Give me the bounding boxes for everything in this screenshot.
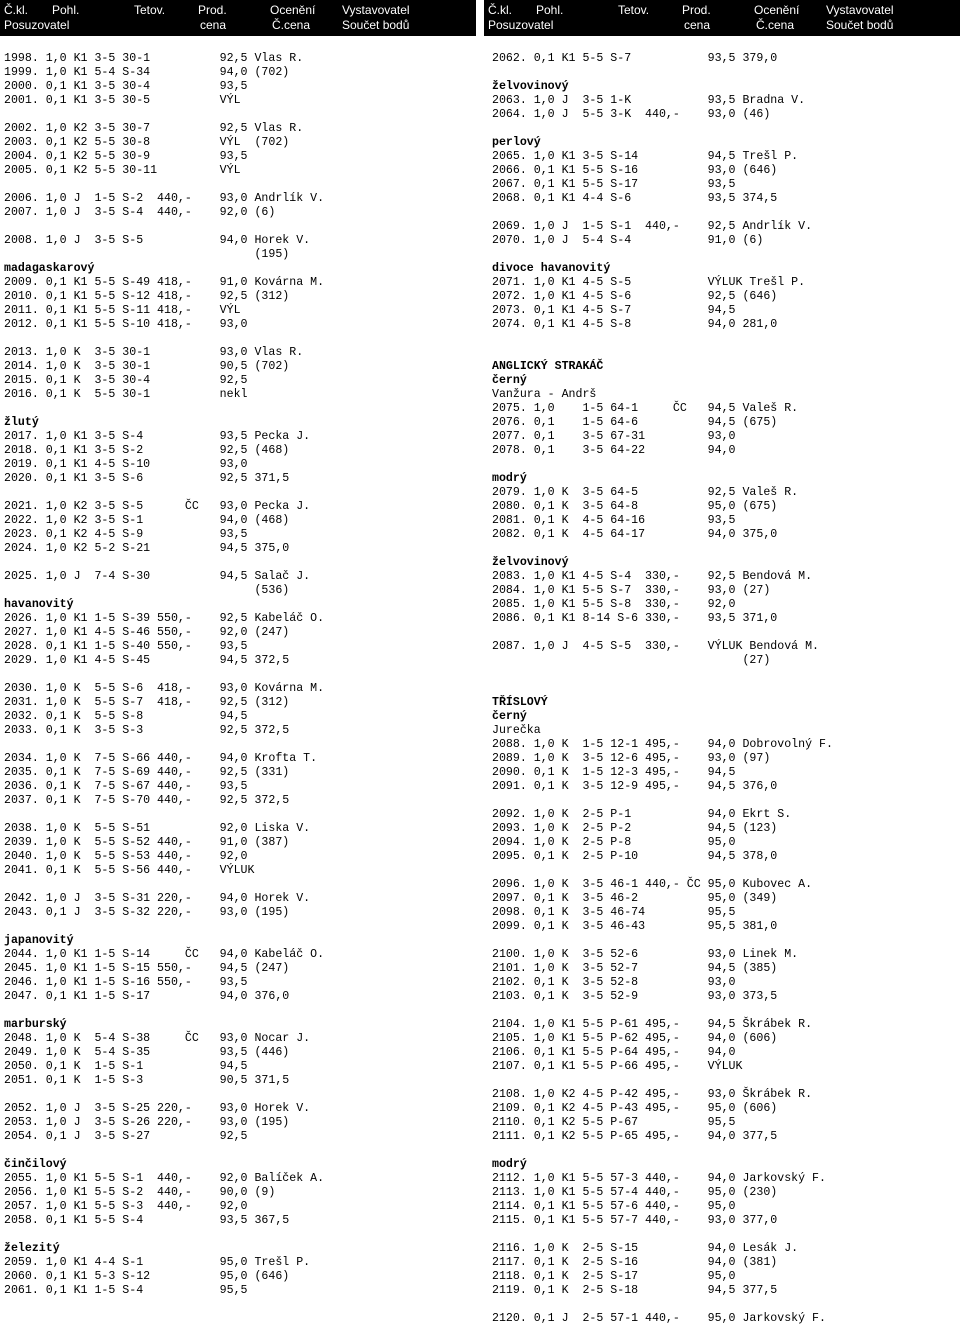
- result-row: 2094. 1,0 K 2-5 P-8 95,0: [492, 836, 736, 849]
- spacer: [492, 668, 958, 682]
- spacer: [492, 248, 958, 262]
- result-row: 2047. 0,1 K1 1-5 S-17 94,0 376,0: [4, 990, 290, 1003]
- header-col-posuzovatel: Posuzovatel: [488, 18, 554, 32]
- header-col-soucet: Součet bodů: [342, 18, 410, 32]
- result-row: 2078. 0,1 3-5 64-22 94,0: [492, 444, 736, 457]
- result-row: 2044. 1,0 K1 1-5 S-14 ČC 94,0 Kabeláč O.: [4, 948, 325, 961]
- table-header-right: [484, 0, 960, 36]
- result-row: 2007. 1,0 J 3-5 S-4 440,- 92,0 (6): [4, 206, 276, 219]
- result-row: 2077. 0,1 3-5 67-31 93,0: [492, 430, 736, 443]
- result-row: 2102. 0,1 K 3-5 52-8 93,0: [492, 976, 736, 989]
- result-row: 2061. 0,1 K1 1-5 S-4 95,5: [4, 1284, 248, 1297]
- spacer: [492, 864, 958, 878]
- header-col-pohlavi: Pohl.: [536, 3, 564, 17]
- spacer: [4, 556, 474, 570]
- result-row: 2002. 1,0 K2 3-5 30-7 92,5 Vlas R.: [4, 122, 304, 135]
- result-row: 2049. 1,0 K 5-4 S-35 93,5 (446): [4, 1046, 290, 1059]
- category-heading: divoce havanovitý: [492, 262, 611, 275]
- result-row: 2097. 0,1 K 3-5 46-2 95,0 (349): [492, 892, 778, 905]
- result-row: 2081. 0,1 K 4-5 64-16 93,5: [492, 514, 736, 527]
- result-row: 2090. 0,1 K 1-5 12-3 495,- 94,5: [492, 766, 736, 779]
- result-row: 2110. 0,1 K2 5-5 P-67 95,5: [492, 1116, 736, 1129]
- category-heading: modrý: [492, 1158, 527, 1171]
- result-row: 2100. 1,0 K 3-5 52-6 93,0 Linek M.: [492, 948, 799, 961]
- spacer: [492, 66, 958, 80]
- result-row: 2120. 0,1 J 2-5 57-1 440,- 95,0 Jarkovský F.: [492, 1312, 826, 1325]
- result-row: 2019. 0,1 K1 4-5 S-10 93,0: [4, 458, 248, 471]
- result-row: 2038. 1,0 K 5-5 S-51 92,0 Liska V.: [4, 822, 311, 835]
- header-col-ccena: Č.cena: [272, 18, 311, 32]
- result-row: 2056. 1,0 K1 5-5 S-2 440,- 90,0 (9): [4, 1186, 276, 1199]
- result-row: 2118. 0,1 K 2-5 S-17 95,0: [492, 1270, 736, 1283]
- result-row: 2113. 1,0 K1 5-5 57-4 440,- 95,0 (230): [492, 1186, 778, 1199]
- result-row: 2029. 1,0 K1 4-5 S-45 94,5 372,5: [4, 654, 290, 667]
- result-row: 2015. 0,1 K 3-5 30-4 92,5: [4, 374, 248, 387]
- header-col-klec: Č.kl.: [488, 3, 512, 17]
- spacer: [4, 878, 474, 892]
- result-row: 2063. 1,0 J 3-5 1-K 93,5 Bradna V.: [492, 94, 806, 107]
- result-row: 2114. 0,1 K1 5-5 57-6 440,- 95,0: [492, 1200, 736, 1213]
- result-row: 2024. 1,0 K2 5-2 S-21 94,5 375,0: [4, 542, 290, 555]
- result-row: 2013. 1,0 K 3-5 30-1 93,0 Vlas R.: [4, 346, 304, 359]
- category-heading: činčilový: [4, 1158, 67, 1171]
- result-row: 2106. 0,1 K1 5-5 P-64 495,- 94,0: [492, 1046, 736, 1059]
- result-row: 2101. 1,0 K 3-5 52-7 94,5 (385): [492, 962, 778, 975]
- result-row: 2073. 0,1 K1 4-5 S-7 94,5: [492, 304, 736, 317]
- spacer: [492, 122, 958, 136]
- result-row: 2031. 1,0 K 5-5 S-7 418,- 92,5 (312): [4, 696, 290, 709]
- result-row: 1998. 1,0 K1 3-5 30-1 92,5 Vlas R.: [4, 52, 304, 65]
- result-row: 2011. 0,1 K1 5-5 S-11 418,- VÝL: [4, 304, 241, 317]
- result-row: 2070. 1,0 J 5-4 S-4 91,0 (6): [492, 234, 764, 247]
- judge-name: Jurečka: [492, 724, 541, 737]
- result-row: 2107. 0,1 K1 5-5 P-66 495,- VÝLUK: [492, 1060, 743, 1073]
- spacer: [492, 1298, 958, 1312]
- result-row: 2018. 0,1 K1 3-5 S-2 92,5 (468): [4, 444, 290, 457]
- result-row: 2065. 1,0 K1 3-5 S-14 94,5 Trešl P.: [492, 150, 799, 163]
- result-row: 2079. 1,0 K 3-5 64-5 92,5 Valeš R.: [492, 486, 799, 499]
- result-row: 2068. 0,1 K1 4-4 S-6 93,5 374,5: [492, 192, 778, 205]
- result-row: 2119. 0,1 K 2-5 S-18 94,5 377,5: [492, 1284, 778, 1297]
- result-row: 2086. 0,1 K1 8-14 S-6 330,- 93,5 371,0: [492, 612, 778, 625]
- header-col-oceneni: Ocenění: [754, 3, 800, 17]
- result-row: 2034. 1,0 K 7-5 S-66 440,- 94,0 Krofta T.: [4, 752, 318, 765]
- result-row: 2069. 1,0 J 1-5 S-1 440,- 92,5 Andrlík V.: [492, 220, 813, 233]
- spacer: [492, 346, 958, 360]
- table-header-left: [0, 0, 476, 36]
- result-row: 2091. 0,1 K 3-5 12-9 495,- 94,5 376,0: [492, 780, 778, 793]
- result-row: 2036. 0,1 K 7-5 S-67 440,- 93,5: [4, 780, 248, 793]
- results-column-left: [4, 52, 474, 1298]
- result-row: 1999. 1,0 K1 5-4 S-34 94,0 (702): [4, 66, 290, 79]
- result-row: 2051. 0,1 K 1-5 S-3 90,5 371,5: [4, 1074, 290, 1087]
- spacer: [4, 332, 474, 346]
- header-col-soucet: Součet bodů: [826, 18, 894, 32]
- category-heading: modrý: [492, 472, 527, 485]
- category-heading: havanovitý: [4, 598, 74, 611]
- header-col-cena: cena: [684, 18, 711, 32]
- result-row: 2045. 1,0 K1 1-5 S-15 550,- 94,5 (247): [4, 962, 290, 975]
- result-row: 2017. 1,0 K1 3-5 S-4 93,5 Pecka J.: [4, 430, 311, 443]
- result-row: 2084. 1,0 K1 5-5 S-7 330,- 93,0 (27): [492, 584, 771, 597]
- spacer: [4, 668, 474, 682]
- category-heading: ANGLICKÝ STRAKÁČ: [492, 360, 604, 373]
- result-row: 2030. 1,0 K 5-5 S-6 418,- 93,0 Kovárna M.: [4, 682, 325, 695]
- result-row: 2075. 1,0 1-5 64-1 ČC 94,5 Valeš R.: [492, 402, 799, 415]
- result-row: 2099. 0,1 K 3-5 46-43 95,5 381,0: [492, 920, 778, 933]
- result-row: 2072. 1,0 K1 4-5 S-6 92,5 (646): [492, 290, 778, 303]
- result-row: 2096. 1,0 K 3-5 46-1 440,- ČC 95,0 Kubovec A.: [492, 878, 813, 891]
- spacer: [4, 808, 474, 822]
- result-row: 2095. 0,1 K 2-5 P-10 94,5 378,0: [492, 850, 778, 863]
- category-heading: žlutý: [4, 416, 39, 429]
- header-col-pohlavi: Pohl.: [52, 3, 80, 17]
- result-row: 2088. 1,0 K 1-5 12-1 495,- 94,0 Dobrovolný F.: [492, 738, 833, 751]
- category-heading: želvovinový: [492, 556, 569, 569]
- result-row: 2071. 1,0 K1 4-5 S-5 VÝLUK Trešl P.: [492, 276, 806, 289]
- result-row: 2098. 0,1 K 3-5 46-74 95,5: [492, 906, 736, 919]
- spacer: [4, 178, 474, 192]
- spacer: [4, 738, 474, 752]
- result-row: 2060. 0,1 K1 5-3 S-12 95,0 (646): [4, 1270, 290, 1283]
- result-row: 2046. 1,0 K1 1-5 S-16 550,- 93,5: [4, 976, 248, 989]
- header-col-oceneni: Ocenění: [270, 3, 316, 17]
- result-row: 2112. 1,0 K1 5-5 57-3 440,- 94,0 Jarkovský F.: [492, 1172, 826, 1185]
- result-row: 2083. 1,0 K1 4-5 S-4 330,- 92,5 Bendová M.: [492, 570, 813, 583]
- result-row: 2105. 1,0 K1 5-5 P-62 495,- 94,0 (606): [492, 1032, 778, 1045]
- result-row: 2033. 0,1 K 3-5 S-3 92,5 372,5: [4, 724, 290, 737]
- result-row: 2040. 1,0 K 5-5 S-53 440,- 92,0: [4, 850, 248, 863]
- result-row: 2006. 1,0 J 1-5 S-2 440,- 93,0 Andrlík V.: [4, 192, 325, 205]
- category-heading: perlový: [492, 136, 541, 149]
- result-row: 2028. 0,1 K1 1-5 S-40 550,- 93,5: [4, 640, 248, 653]
- spacer: [492, 458, 958, 472]
- category-heading: TŘÍSLOVÝ: [492, 696, 548, 709]
- spacer: [492, 332, 958, 346]
- result-row: 2062. 0,1 K1 5-5 S-7 93,5 379,0: [492, 52, 778, 65]
- result-row: 2104. 1,0 K1 5-5 P-61 495,- 94,5 Škrábek R.: [492, 1018, 813, 1031]
- result-row: 2048. 1,0 K 5-4 S-38 ČC 93,0 Nocar J.: [4, 1032, 311, 1045]
- spacer: [4, 1144, 474, 1158]
- result-row: 2076. 0,1 1-5 64-6 94,5 (675): [492, 416, 778, 429]
- header-col-prodejni: Prod.: [198, 3, 227, 17]
- result-row: 2009. 0,1 K1 5-5 S-49 418,- 91,0 Kovárna M.: [4, 276, 325, 289]
- result-row: 2058. 0,1 K1 5-5 S-4 93,5 367,5: [4, 1214, 290, 1227]
- result-row: 2020. 0,1 K1 3-5 S-6 92,5 371,5: [4, 472, 290, 485]
- result-row: 2055. 1,0 K1 5-5 S-1 440,- 92,0 Balíček A.: [4, 1172, 325, 1185]
- result-row: 2080. 0,1 K 3-5 64-8 95,0 (675): [492, 500, 778, 513]
- result-row: 2023. 0,1 K2 4-5 S-9 93,5: [4, 528, 248, 541]
- result-row: 2032. 0,1 K 5-5 S-8 94,5: [4, 710, 248, 723]
- header-col-cena: cena: [200, 18, 227, 32]
- result-row: 2053. 1,0 J 3-5 S-26 220,- 93,0 (195): [4, 1116, 290, 1129]
- result-row: 2043. 0,1 J 3-5 S-32 220,- 93,0 (195): [4, 906, 290, 919]
- category-heading: madagaskarový: [4, 262, 95, 275]
- result-row: 2109. 0,1 K2 4-5 P-43 495,- 95,0 (606): [492, 1102, 778, 1115]
- header-col-prodejni: Prod.: [682, 3, 711, 17]
- header-col-klec: Č.kl.: [4, 3, 28, 17]
- result-row: 2022. 1,0 K2 3-5 S-1 94,0 (468): [4, 514, 290, 527]
- spacer: [4, 486, 474, 500]
- result-row: 2008. 1,0 J 3-5 S-5 94,0 Horek V.: [4, 234, 311, 247]
- result-row: 2035. 0,1 K 7-5 S-69 440,- 92,5 (331): [4, 766, 290, 779]
- result-row: 2082. 0,1 K 4-5 64-17 94,0 375,0: [492, 528, 778, 541]
- spacer: [4, 402, 474, 416]
- result-row: 2050. 0,1 K 1-5 S-1 94,5: [4, 1060, 248, 1073]
- header-col-vystavovatel: Vystavovatel: [826, 3, 894, 17]
- result-row: 2005. 0,1 K2 5-5 30-11 VÝL: [4, 164, 241, 177]
- result-row: 2016. 0,1 K 5-5 30-1 nekl: [4, 388, 248, 401]
- result-row: 2001. 0,1 K1 3-5 30-5 VÝL: [4, 94, 241, 107]
- result-row: (195): [4, 248, 290, 261]
- judge-name: Vanžura - Andrš: [492, 388, 597, 401]
- category-heading: marburský: [4, 1018, 67, 1031]
- result-row: 2108. 1,0 K2 4-5 P-42 495,- 93,0 Škrábek R.: [492, 1088, 813, 1101]
- category-heading: japanovitý: [4, 934, 74, 947]
- header-col-ccena: Č.cena: [756, 18, 795, 32]
- result-row: 2052. 1,0 J 3-5 S-25 220,- 93,0 Horek V.: [4, 1102, 311, 1115]
- result-row: 2115. 0,1 K1 5-5 57-7 440,- 93,0 377,0: [492, 1214, 778, 1227]
- result-row: 2026. 1,0 K1 1-5 S-39 550,- 92,5 Kabeláč O.: [4, 612, 325, 625]
- result-row: 2042. 1,0 J 3-5 S-31 220,- 94,0 Horek V.: [4, 892, 311, 905]
- result-row: 2085. 1,0 K1 5-5 S-8 330,- 92,0: [492, 598, 736, 611]
- category-heading: železitý: [4, 1242, 60, 1255]
- spacer: [492, 206, 958, 220]
- result-row: 2116. 1,0 K 2-5 S-15 94,0 Lesák J.: [492, 1242, 799, 1255]
- result-row: 2027. 1,0 K1 4-5 S-46 550,- 92,0 (247): [4, 626, 290, 639]
- spacer: [492, 794, 958, 808]
- result-row: (27): [492, 654, 771, 667]
- result-row: 2057. 1,0 K1 5-5 S-3 440,- 92,0: [4, 1200, 248, 1213]
- result-row: 2093. 1,0 K 2-5 P-2 94,5 (123): [492, 822, 778, 835]
- spacer: [4, 108, 474, 122]
- result-row: 2111. 0,1 K2 5-5 P-65 495,- 94,0 377,5: [492, 1130, 778, 1143]
- spacer: [492, 1004, 958, 1018]
- spacer: [492, 626, 958, 640]
- result-row: (536): [4, 584, 290, 597]
- header-col-tetovani: Tetov.: [134, 3, 166, 17]
- result-row: 2087. 1,0 J 4-5 S-5 330,- VÝLUK Bendová M.: [492, 640, 819, 653]
- result-row: 2021. 1,0 K2 3-5 S-5 ČC 93,0 Pecka J.: [4, 500, 311, 513]
- spacer: [4, 1088, 474, 1102]
- result-row: 2074. 0,1 K1 4-5 S-8 94,0 281,0: [492, 318, 778, 331]
- spacer: [4, 1228, 474, 1242]
- result-row: 2014. 1,0 K 3-5 30-1 90,5 (702): [4, 360, 290, 373]
- category-heading: černý: [492, 374, 527, 387]
- result-row: 2089. 1,0 K 3-5 12-6 495,- 93,0 (97): [492, 752, 771, 765]
- result-row: 2067. 0,1 K1 5-5 S-17 93,5: [492, 178, 736, 191]
- result-row: 2117. 0,1 K 2-5 S-16 94,0 (381): [492, 1256, 778, 1269]
- result-row: 2003. 0,1 K2 5-5 30-8 VÝL (702): [4, 136, 290, 149]
- category-heading: želvovinový: [492, 80, 569, 93]
- results-column-right: [492, 52, 958, 1326]
- result-row: 2092. 1,0 K 2-5 P-1 94,0 Ekrt S.: [492, 808, 792, 821]
- spacer: [4, 1004, 474, 1018]
- result-row: 2041. 0,1 K 5-5 S-56 440,- VÝLUK: [4, 864, 255, 877]
- spacer: [492, 1074, 958, 1088]
- result-row: 2037. 0,1 K 7-5 S-70 440,- 92,5 372,5: [4, 794, 290, 807]
- result-row: 2064. 1,0 J 5-5 3-K 440,- 93,0 (46): [492, 108, 771, 121]
- spacer: [492, 682, 958, 696]
- result-row: 2054. 0,1 J 3-5 S-27 92,5: [4, 1130, 248, 1143]
- result-row: 2066. 0,1 K1 5-5 S-16 93,0 (646): [492, 164, 778, 177]
- result-row: 2010. 0,1 K1 5-5 S-12 418,- 92,5 (312): [4, 290, 290, 303]
- result-row: 2004. 0,1 K2 5-5 30-9 93,5: [4, 150, 248, 163]
- header-col-tetovani: Tetov.: [618, 3, 650, 17]
- result-row: 2059. 1,0 K1 4-4 S-1 95,0 Trešl P.: [4, 1256, 311, 1269]
- result-row: 2000. 0,1 K1 3-5 30-4 93,5: [4, 80, 248, 93]
- result-row: 2012. 0,1 K1 5-5 S-10 418,- 93,0: [4, 318, 248, 331]
- spacer: [4, 220, 474, 234]
- spacer: [492, 1228, 958, 1242]
- spacer: [492, 1144, 958, 1158]
- result-row: 2039. 1,0 K 5-5 S-52 440,- 91,0 (387): [4, 836, 290, 849]
- spacer: [4, 920, 474, 934]
- spacer: [492, 934, 958, 948]
- header-col-posuzovatel: Posuzovatel: [4, 18, 70, 32]
- header-col-vystavovatel: Vystavovatel: [342, 3, 410, 17]
- result-row: 2025. 1,0 J 7-4 S-30 94,5 Salač J.: [4, 570, 311, 583]
- result-row: 2103. 0,1 K 3-5 52-9 93,0 373,5: [492, 990, 778, 1003]
- spacer: [492, 542, 958, 556]
- category-heading: černý: [492, 710, 527, 723]
